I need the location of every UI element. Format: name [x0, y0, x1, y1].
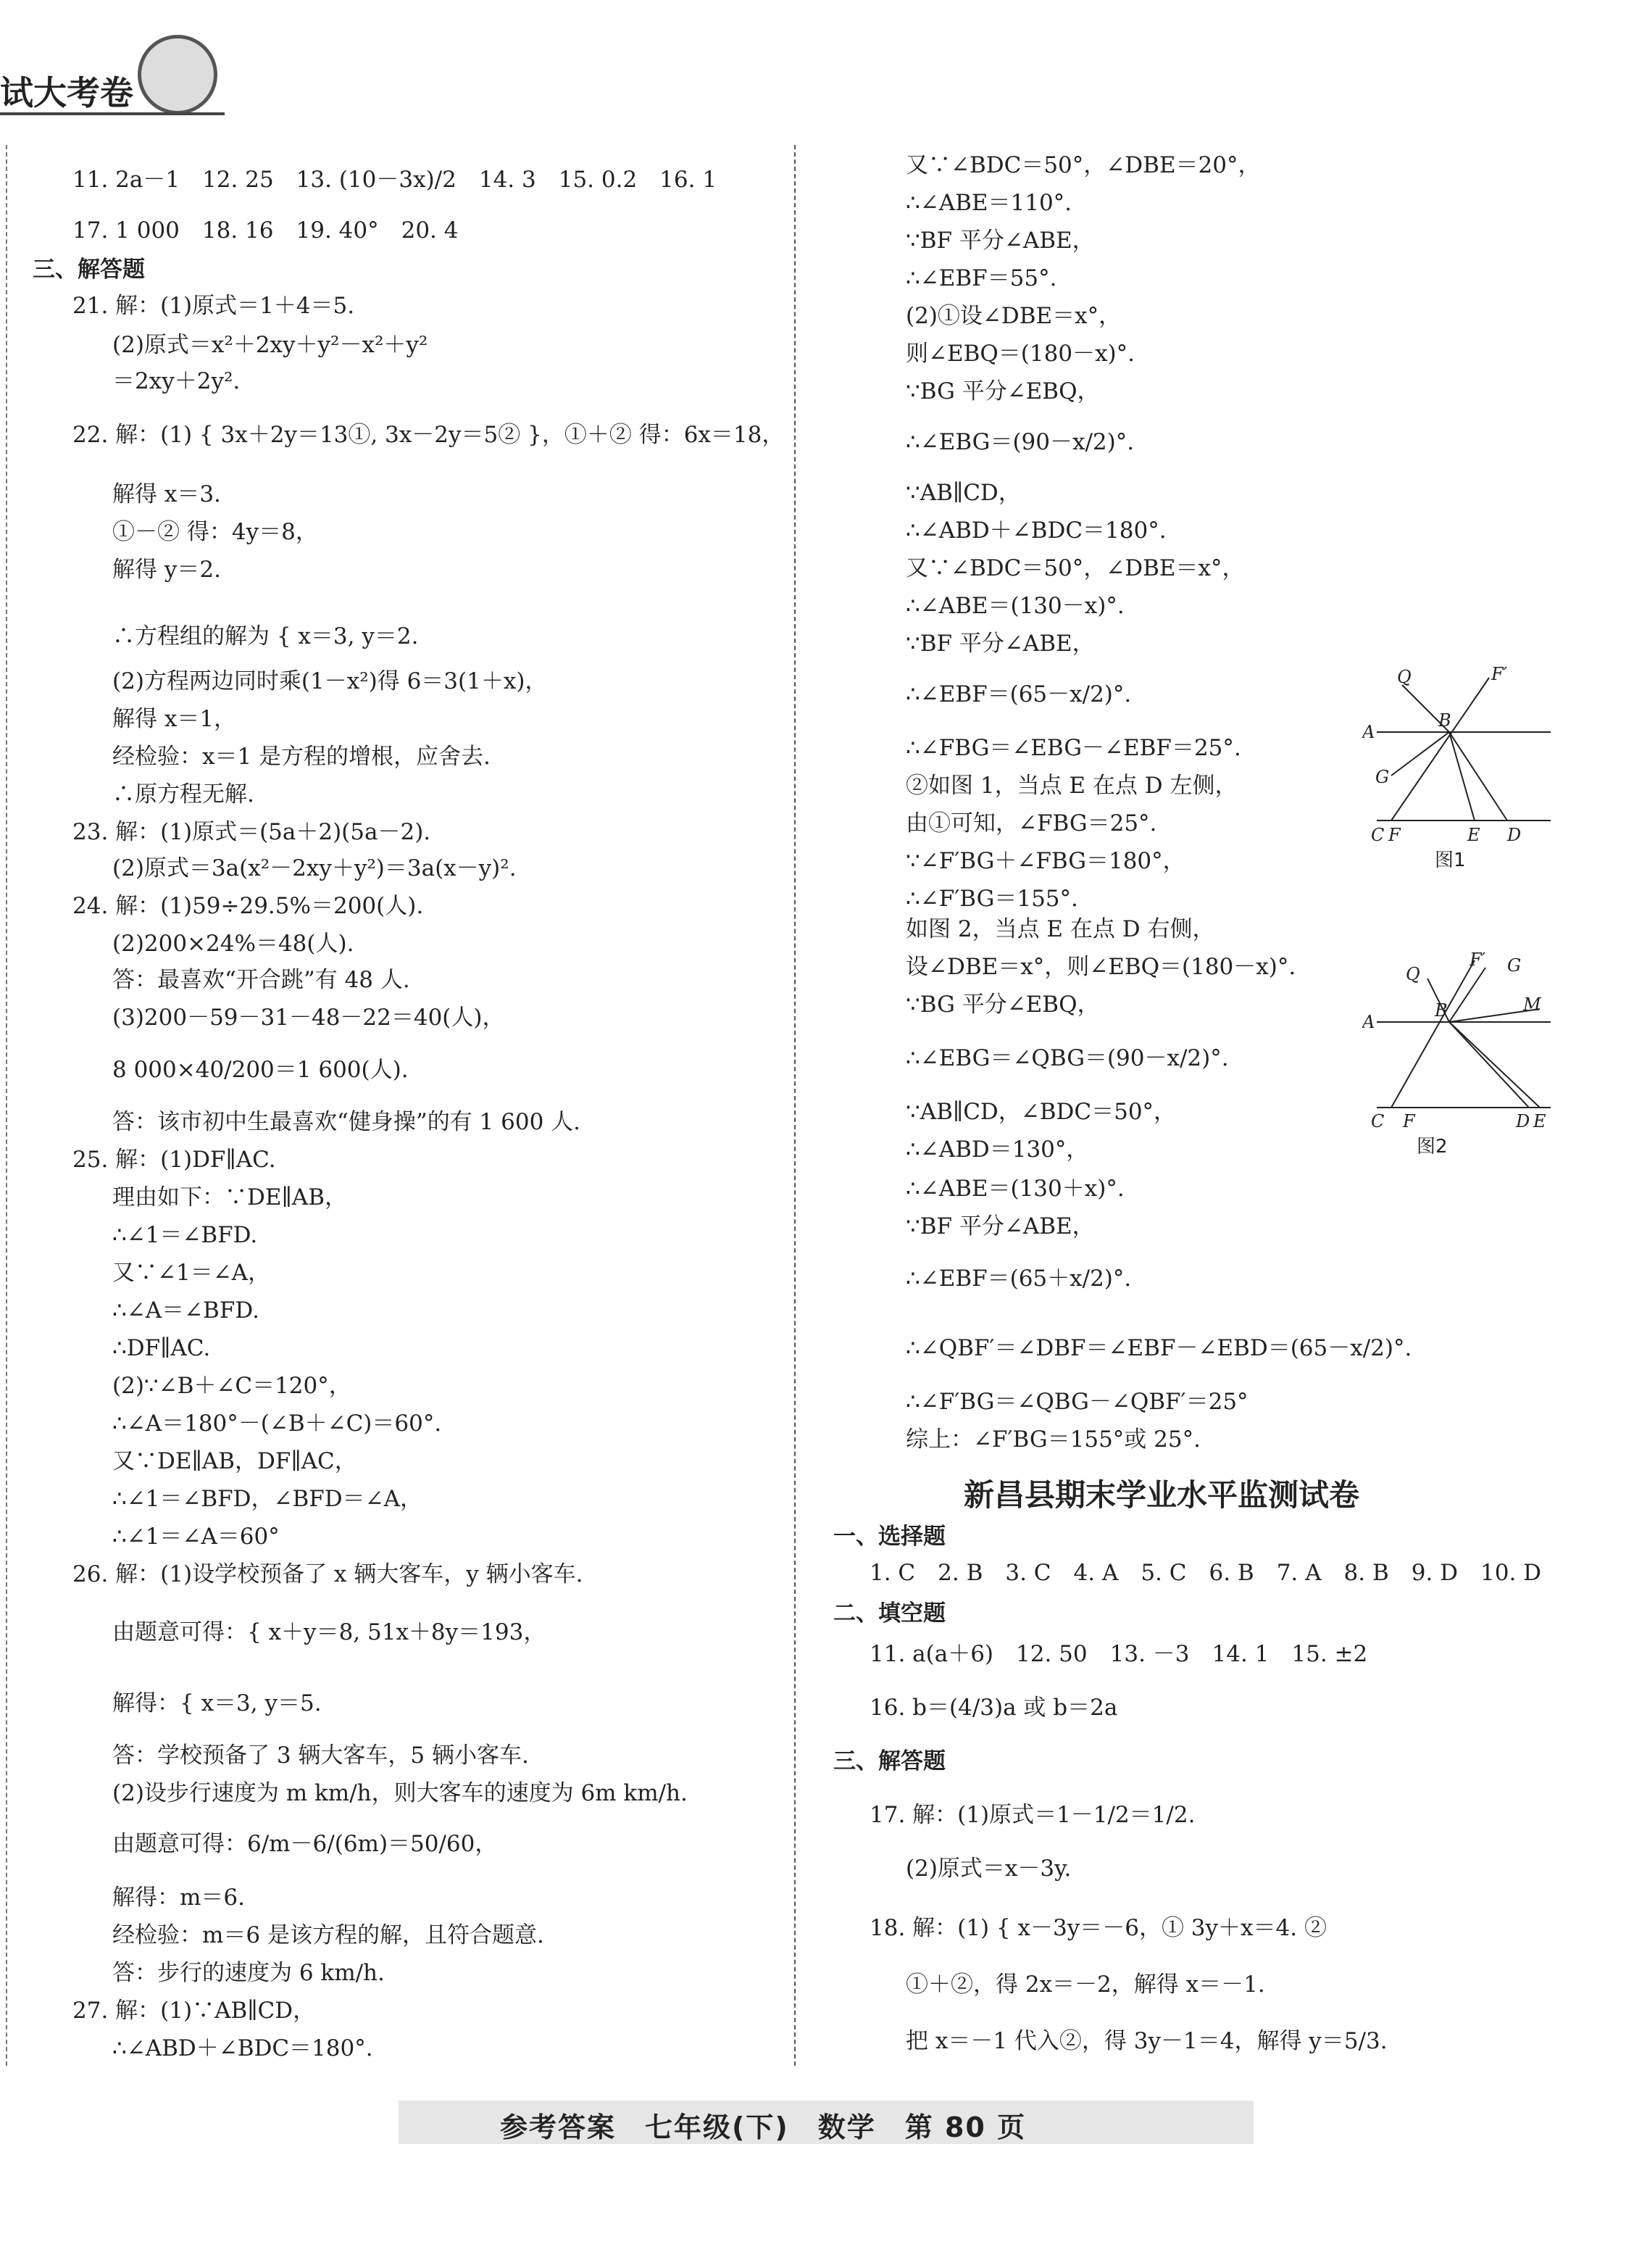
section-fill: 二、填空题 [833, 1600, 946, 1627]
q17-line1: 17. 解：(1)原式＝1－1/2＝1/2. [870, 1802, 1196, 1828]
section-solve: 三、解答题 [833, 1748, 946, 1774]
logo-emblem [138, 35, 217, 115]
q22-line4: 解得 y＝2. [112, 557, 221, 583]
fig1-label-g: G [1375, 767, 1390, 787]
r-line17: 由①可知，∠FBG＝25°. [906, 810, 1157, 836]
q26-line7: 解得：m＝6. [112, 1885, 245, 1911]
q17-line2: (2)原式＝x－3y. [906, 1856, 1072, 1882]
fig1-label-a: A [1362, 722, 1375, 742]
fig1-label-f: F [1388, 825, 1401, 845]
q26-line6: 由题意可得：6/m－6/(6m)＝50/60， [112, 1831, 498, 1857]
header-title: 试大考卷 [0, 73, 133, 112]
q25-line1: 25. 解：(1)DF∥AC. [72, 1147, 276, 1173]
r-line16: ②如图 1，当点 E 在点 D 左侧， [906, 773, 1238, 799]
fig2-label-a: A [1362, 1012, 1375, 1032]
q22-line8: 经检验：x＝1 是方程的增根，应舍去. [112, 744, 491, 770]
r-line8: ∴∠EBG＝(90－x/2)°. [906, 429, 1135, 455]
section-heading: 三、解答题 [33, 257, 145, 283]
q24-line1: 24. 解：(1)59÷29.5%＝200(人). [72, 893, 424, 919]
r-line20: 如图 2，当点 E 在点 D 右侧， [906, 916, 1215, 942]
q24-line6: 答：该市初中生最喜欢“健身操”的有 1 600 人. [112, 1109, 581, 1135]
q27-line2: ∴∠ABD＋∠BDC＝180°. [112, 2035, 373, 2061]
r-line18: ∵∠F′BG＋∠FBG＝180°， [906, 848, 1185, 874]
fill-answers-1: 11. a(a＋6) 12. 50 13. －3 14. 1 15. ±2 [870, 1641, 1368, 1667]
fig1-label-c: C [1371, 825, 1385, 845]
q24-line2: (2)200×24%＝48(人). [112, 931, 354, 957]
q26-line2: 由题意可得：{ x＋y＝8, 51x＋8y＝193， [112, 1619, 546, 1645]
header-rule [0, 112, 225, 115]
column-divider [794, 145, 796, 2066]
r-line6: 则∠EBQ＝(180－x)°. [906, 341, 1135, 367]
q25-line2: 理由如下：∵DE∥AB， [112, 1184, 347, 1210]
r-line26: ∴∠ABE＝(130＋x)°. [906, 1176, 1125, 1202]
fill-answers-2: 16. b＝(4/3)a 或 b＝2a [870, 1695, 1118, 1721]
section-choice: 一、选择题 [833, 1524, 946, 1550]
fig2-label-q: Q [1406, 964, 1420, 984]
r-line19: ∴∠F′BG＝155°. [906, 886, 1078, 912]
q18-line1: 18. 解：(1) { x－3y＝－6，① 3y＋x＝4. ② [870, 1915, 1327, 1941]
fig1-label-q: Q [1397, 667, 1412, 687]
r-line4: ∴∠EBF＝55°. [906, 265, 1057, 291]
q22-line6: (2)方程两边同时乘(1－x²)得 6＝3(1＋x)， [112, 668, 548, 694]
q25-line5: ∴∠A＝∠BFD. [112, 1297, 259, 1324]
q25-line8: ∴∠A＝180°－(∠B＋∠C)＝60°. [112, 1411, 442, 1437]
fig1-label-b: B [1438, 710, 1451, 731]
r-line22: ∵BG 平分∠EBQ， [906, 992, 1100, 1018]
answers-17-20: 17. 1 000 18. 16 19. 40° 20. 4 [72, 217, 459, 244]
q25-line3: ∴∠1＝∠BFD. [112, 1222, 258, 1248]
q25-line9: 又∵DE∥AB，DF∥AC， [112, 1448, 357, 1474]
q23-line2: (2)原式＝3a(x²－2xy＋y²)＝3a(x－y)². [112, 855, 517, 881]
r-line21: 设∠DBE＝x°，则∠EBQ＝(180－x)°. [906, 954, 1296, 980]
fig2-label-b: B [1435, 1000, 1448, 1021]
q18-line3: 把 x＝－1 代入②，得 3y－1＝4，解得 y＝5/3. [906, 2028, 1388, 2054]
r-line5: (2)①设∠DBE＝x°， [906, 303, 1122, 329]
q21-line3: ＝2xy＋2y². [112, 368, 241, 394]
answers-11-16: 11. 2a－1 12. 25 13. (10－3x)/2 14. 3 15. 0.2 16. 1 [72, 167, 717, 193]
fig2-label-e: E [1533, 1111, 1546, 1131]
q22-line2: 解得 x＝3. [112, 481, 221, 507]
r-line7: ∵BG 平分∠EBQ， [906, 378, 1100, 404]
r-line11: 又∵∠BDC＝50°，∠DBE＝x°， [906, 555, 1245, 581]
q25-line4: 又∵∠1＝∠A， [112, 1260, 271, 1286]
q25-line7: (2)∵∠B＋∠C＝120°， [112, 1373, 351, 1399]
r-line3: ∵BF 平分∠ABE， [906, 228, 1095, 254]
r-line1: 又∵∠BDC＝50°，∠DBE＝20°， [906, 152, 1261, 178]
r-line25: ∴∠ABD＝130°， [906, 1137, 1089, 1163]
q26-line3: 解得：{ x＝3, y＝5. [112, 1690, 322, 1716]
fig2-label-f: F [1403, 1111, 1415, 1131]
q22-line1: 22. 解：(1) { 3x＋2y＝13①, 3x－2y＝5② }，①＋② 得：6x＝18， [72, 422, 785, 448]
q24-line3: 答：最喜欢“开合跳”有 48 人. [112, 967, 410, 993]
r-line9: ∵AB∥CD， [906, 480, 1021, 506]
q26-line1: 26. 解：(1)设学校预备了 x 辆大客车，y 辆小客车. [72, 1561, 583, 1587]
q22-line5: ∴方程组的解为 { x＝3, y＝2. [112, 623, 419, 649]
footer-text: 参考答案 七年级(下) 数学 第 80 页 [500, 2111, 1027, 2143]
fig2-label-g: G [1507, 955, 1522, 976]
r-line30: ∴∠F′BG＝∠QBG－∠QBF′＝25° [906, 1389, 1249, 1415]
fig2-caption: 图2 [1417, 1136, 1448, 1158]
q26-line4: 答：学校预备了 3 辆大客车，5 辆小客车. [112, 1742, 529, 1769]
exam-title: 新昌县期末学业水平监测试卷 [964, 1477, 1360, 1513]
q23-line1: 23. 解：(1)原式＝(5a＋2)(5a－2). [72, 819, 431, 845]
r-line14: ∴∠EBF＝(65－x/2)°. [906, 681, 1132, 707]
q25-line6: ∴DF∥AC. [112, 1335, 211, 1361]
q21-line2: (2)原式＝x²＋2xy＋y²－x²＋y² [112, 332, 428, 358]
fig1-caption: 图1 [1435, 850, 1466, 870]
fig1-label-fprime: F′ [1491, 664, 1508, 684]
r-line28: ∴∠EBF＝(65＋x/2)°. [906, 1266, 1132, 1292]
fig2-label-m: M [1523, 994, 1541, 1015]
choice-answers: 1. C 2. B 3. C 4. A 5. C 6. B 7. A 8. B 9. D 10. D [870, 1560, 1542, 1586]
r-line13: ∵BF 平分∠ABE， [906, 631, 1095, 657]
figure-1 [1362, 660, 1565, 870]
fig2-label-d: D [1516, 1111, 1530, 1131]
r-line29: ∴∠QBF′＝∠DBF＝∠EBF－∠EBD＝(65－x/2)°. [906, 1335, 1412, 1361]
fig1-label-e: E [1467, 825, 1480, 845]
q22-line7: 解得 x＝1， [112, 706, 237, 732]
q22-line9: ∴原方程无解. [112, 781, 254, 807]
figure-2 [1362, 950, 1565, 1160]
r-line23: ∴∠EBG＝∠QBG＝(90－x/2)°. [906, 1045, 1229, 1071]
q25-line11: ∴∠1＝∠A＝60° [112, 1524, 280, 1550]
fig2-label-fprime: F′ [1470, 950, 1486, 970]
r-line24: ∵AB∥CD，∠BDC＝50°， [906, 1099, 1177, 1125]
q26-line8: 经检验：m＝6 是该方程的解，且符合题意. [112, 1922, 544, 1948]
q21-line1: 21. 解：(1)原式＝1＋4＝5. [72, 293, 355, 319]
r-line10: ∴∠ABD＋∠BDC＝180°. [906, 518, 1167, 544]
q24-line5: 8 000×40/200＝1 600(人). [112, 1057, 409, 1083]
r-line31: 综上：∠F′BG＝155°或 25°. [906, 1426, 1201, 1453]
r-line15: ∴∠FBG＝∠EBG－∠EBF＝25°. [906, 735, 1241, 761]
fig1-label-d: D [1507, 825, 1522, 845]
r-line12: ∴∠ABE＝(130－x)°. [906, 593, 1125, 619]
r-line2: ∴∠ABE＝110°. [906, 190, 1072, 216]
fig2-label-c: C [1371, 1111, 1385, 1131]
q24-line4: (3)200－59－31－48－22＝40(人)， [112, 1005, 505, 1031]
q27-line1: 27. 解：(1)∵AB∥CD， [72, 1998, 316, 2024]
q26-line5: (2)设步行速度为 m km/h，则大客车的速度为 6m km/h. [112, 1780, 688, 1806]
binding-line-left [6, 145, 7, 2066]
q25-line10: ∴∠1＝∠BFD，∠BFD＝∠A， [112, 1486, 423, 1512]
q26-line9: 答：步行的速度为 6 km/h. [112, 1960, 385, 1986]
r-line27: ∵BF 平分∠ABE， [906, 1213, 1095, 1239]
q18-line2: ①＋②，得 2x＝－2，解得 x＝－1. [906, 1972, 1265, 1998]
q22-line3: ①－② 得：4y＝8， [112, 519, 318, 545]
